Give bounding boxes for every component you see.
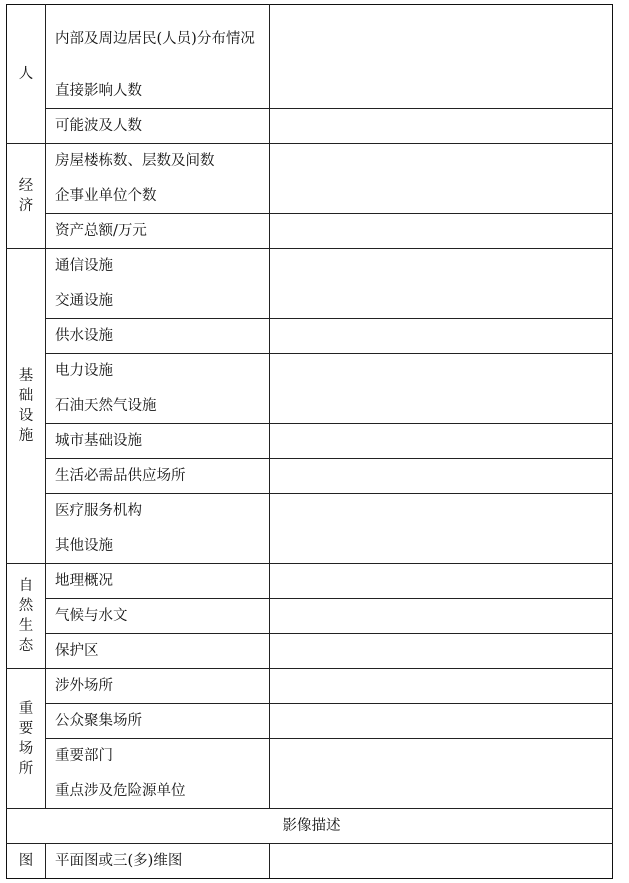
item-label: 内部及周边居民(人员)分布情况 [46,5,270,74]
table-row [7,529,613,564]
table-row [7,704,613,739]
table-row [7,214,613,249]
table-row [7,179,613,214]
value-cell[interactable] [270,284,613,319]
item-label: 房屋楼栋数、层数及间数 [46,144,270,179]
item-label: 重要部门 [46,739,270,774]
table-row [7,774,613,809]
value-cell[interactable] [270,5,613,74]
item-label: 城市基础设施 [46,424,270,459]
table-row [7,494,613,529]
table-row [7,564,613,599]
table-row [7,669,613,704]
value-cell[interactable] [270,599,613,634]
item-label: 交通设施 [46,284,270,319]
value-cell[interactable] [270,424,613,459]
value-cell[interactable] [270,459,613,494]
table-row [7,634,613,669]
value-cell[interactable] [270,634,613,669]
item-label: 气候与水文 [46,599,270,634]
item-label: 可能波及人数 [46,109,270,144]
value-cell[interactable] [270,144,613,179]
value-cell[interactable] [270,529,613,564]
category-infrastructure [7,249,46,564]
item-label: 涉外场所 [46,669,270,704]
category-label: 经济 [18,178,34,214]
value-cell[interactable] [270,739,613,774]
table-row [7,599,613,634]
item-label: 电力设施 [46,354,270,389]
item-label: 其他设施 [46,529,270,564]
item-label: 重点涉及危险源单位 [46,774,270,809]
table-row [7,249,613,284]
item-label: 企事业单位个数 [46,179,270,214]
value-cell[interactable] [270,564,613,599]
category-natural-ecology [7,564,46,669]
item-label: 通信设施 [46,249,270,284]
table-row [7,354,613,389]
table-row [7,809,613,844]
category-label: 基础设施 [18,368,34,444]
value-cell[interactable] [270,494,613,529]
item-label: 石油天然气设施 [46,389,270,424]
item-label: 供水设施 [46,319,270,354]
category-label: 自然生态 [18,578,34,654]
table-row [7,424,613,459]
table-row [7,284,613,319]
item-label: 公众聚集场所 [46,704,270,739]
value-cell[interactable] [270,179,613,214]
category-important-places [7,669,46,809]
category-label: 人 [18,66,34,82]
value-cell[interactable] [270,844,613,879]
item-label: 资产总额/万元 [46,214,270,249]
item-label: 地理概况 [46,564,270,599]
value-cell[interactable] [270,214,613,249]
category-label: 重要场所 [18,700,34,777]
table-row [7,389,613,424]
value-cell[interactable] [270,354,613,389]
category-label: 图 [18,853,34,869]
category-figure [7,844,46,879]
table-row [7,844,613,879]
table-row [7,459,613,494]
item-label: 医疗服务机构 [46,494,270,529]
value-cell[interactable] [270,704,613,739]
table-row [7,74,613,109]
risk-survey-table [6,4,613,879]
table-row [7,319,613,354]
value-cell[interactable] [270,319,613,354]
category-economy [7,144,46,249]
item-label: 保护区 [46,634,270,669]
value-cell[interactable] [270,774,613,809]
value-cell[interactable] [270,249,613,284]
category-people [7,5,46,144]
section-header-image-description [7,809,613,844]
value-cell[interactable] [270,109,613,144]
section-title: 影像描述 [282,818,341,834]
value-cell[interactable] [270,389,613,424]
value-cell[interactable] [270,74,613,109]
item-label: 平面图或三(多)维图 [46,844,270,879]
table-row [7,109,613,144]
table-row [7,5,613,74]
value-cell[interactable] [270,669,613,704]
table-row [7,144,613,179]
table-row [7,739,613,774]
item-label: 生活必需品供应场所 [46,459,270,494]
item-label: 直接影响人数 [46,74,270,109]
